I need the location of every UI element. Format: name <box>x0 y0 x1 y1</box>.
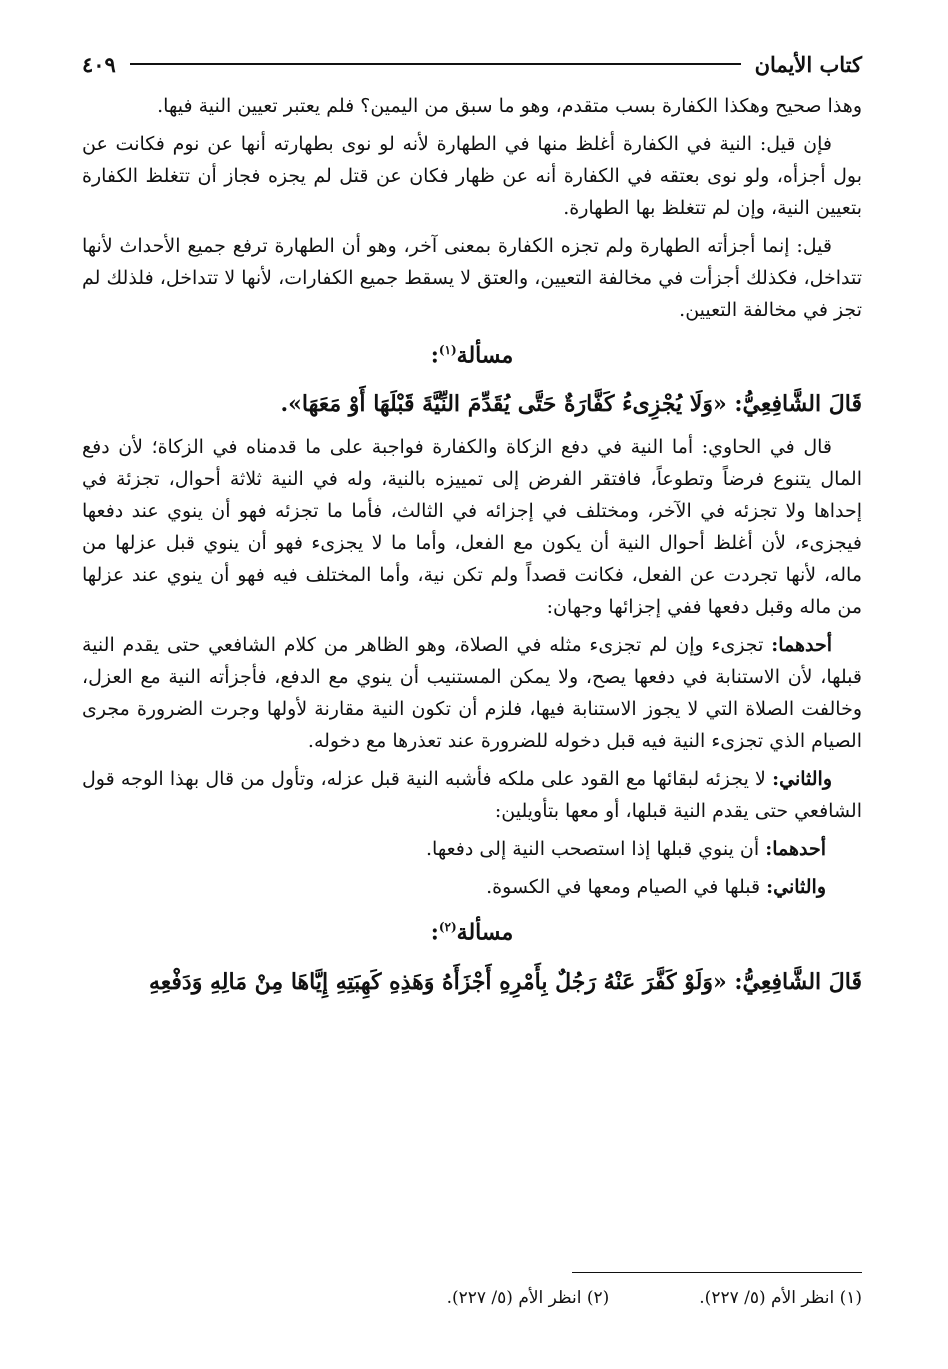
paragraph <box>82 763 862 827</box>
page-header <box>82 44 862 84</box>
paragraph-text: قبلها في الصيام ومعها في الكسوة. <box>486 876 761 899</box>
section-heading: مسألة$^{(٢)}$: <box>430 919 514 946</box>
paragraph-text: تجزىء وإن لم تجزىء مثله في الصلاة، وهو الظاهر من كلام الشافعي حتى يقدم النية قبلها، لأن الاستنابة في دفعها يصح، ولا يمكن المستنيب أن ينوي مع الدفع، فأجزأته النية مع العزل، وخالفت الصلاة التي لا يجوز الاستنابة فيها، فلزم أن تكون النية مقارنة لأولها وجرت الضرورة مجرى الصيام الذي تجزىء النية فيه قبل دخوله للضرورة عند تعذرها مع دخوله. <box>82 634 862 753</box>
footnotes <box>82 1288 862 1308</box>
page-body <box>82 90 862 1009</box>
paragraph <box>82 833 862 865</box>
footnote-ref: (٢) <box>438 920 457 935</box>
footnote: (٢) انظر الأم (٥/ ٢٢٧). <box>446 1288 610 1308</box>
paragraph: فإن قيل: النية في الكفارة أغلظ منها في الطهارة لأنه لو نوى بطهارته أنها عن نوم فكانت عن بول أجزأه، ولو نوى بعتقه في الكفارة أنه عن ظهار فكان عن قتل لم يجزه فجاز أن تتغلظ الكفارة بتعيين النية، وإن لم تتغلظ بها الطهارة. <box>82 133 862 219</box>
paragraph: وهذا صحيح وهكذا الكفارة بسب متقدم، وهو ما سبق من اليمين؟ فلم يعتبر تعيين النية فيها. <box>157 95 862 117</box>
header-rule <box>130 63 741 65</box>
footnote-ref: (١) <box>438 343 457 357</box>
paragraph-lead: والثاني: <box>772 768 832 791</box>
footnote: (١) انظر الأم (٥/ ٢٢٧). <box>699 1288 862 1308</box>
section-heading: مسألة$^{(١)}$: <box>430 342 514 369</box>
heading-text: مسألة <box>456 919 514 946</box>
paragraph-lead: أحدهما: <box>765 838 826 861</box>
running-title: كتاب الأيمان <box>754 51 862 77</box>
paragraph-text: أن ينوي قبلها إذا استصحب النية إلى دفعها. <box>426 838 760 861</box>
page-number: ٤٠٩ <box>82 51 116 77</box>
paragraph-text: لا يجزئه لبقائها مع القود على ملكه فأشبه النية قبل عزله، وتأول من قال بهذا الوجه قول الشافعي حتى يقدم النية قبلها، أو معها بتأويلين: <box>82 768 862 823</box>
paragraph: قيل: إنما أجزأته الطهارة ولم تجزه الكفارة بمعنى آخر، وهو أن الطهارة ترفع جميع الأحداث لأنها تتداخل، فكذلك أجزأت في مخالفة التعيين، والعتق لا يسقط جميع الكفارات، لأنها لا تتداخل، فلذلك لم تجز في مخالفة التعيين. <box>82 235 862 321</box>
shafii-quote: قَالَ الشَّافِعِيُّ: «وَلَا يُجْزِىءُ كَفَّارَةٌ حَتَّى يُقَدِّمَ النِّيَّةَ قَبْلَهَا أَوْ مَعَهَا». <box>280 391 862 418</box>
paragraph-lead: أحدهما: <box>771 634 832 657</box>
paragraph <box>82 871 862 903</box>
footnote-rule <box>572 1272 862 1273</box>
paragraph: قال في الحاوي: أما النية في دفع الزكاة والكفارة فواجبة على ما قدمناه في الزكاة؛ لأن دفع المال يتنوع فرضاً وتطوعاً، فافتقر الفرض إلى تمييزه بالنية، وله في النية ثلاثة أحوال، تجزئة في إحداها ولا تجزئه في الآخر، ومختلف في إجزائه في الثالث، فأما ما تجزئه فهو أن ينوي عند دفعها فيجزىء، لأن أغلظ أحوال النية أن يكون مع الفعل، وأما ما لا يجزىء فهو أن ينوي قبل عزلها من ماله، لأنها تجردت عن الفعل، فكانت قصداً ولم تكن نية، وأما المختلف فيه فهو أن ينوي عند عزلها من ماله وقبل دفعها ففي إجزائها وجهان: <box>82 436 862 619</box>
heading-text: مسألة <box>456 342 514 369</box>
paragraph <box>82 629 862 757</box>
paragraph-lead: والثاني: <box>766 876 826 899</box>
shafii-quote: قَالَ الشَّافِعِيُّ: «وَلَوْ كَفَّرَ عَنْهُ رَجُلٌ بِأَمْرِهِ أَجْزَأَهُ وَهَذِهِ كَهِبَتِهِ إِيَّاهَا مِنْ مَالِهِ وَدَفْعِهِ <box>149 968 862 995</box>
